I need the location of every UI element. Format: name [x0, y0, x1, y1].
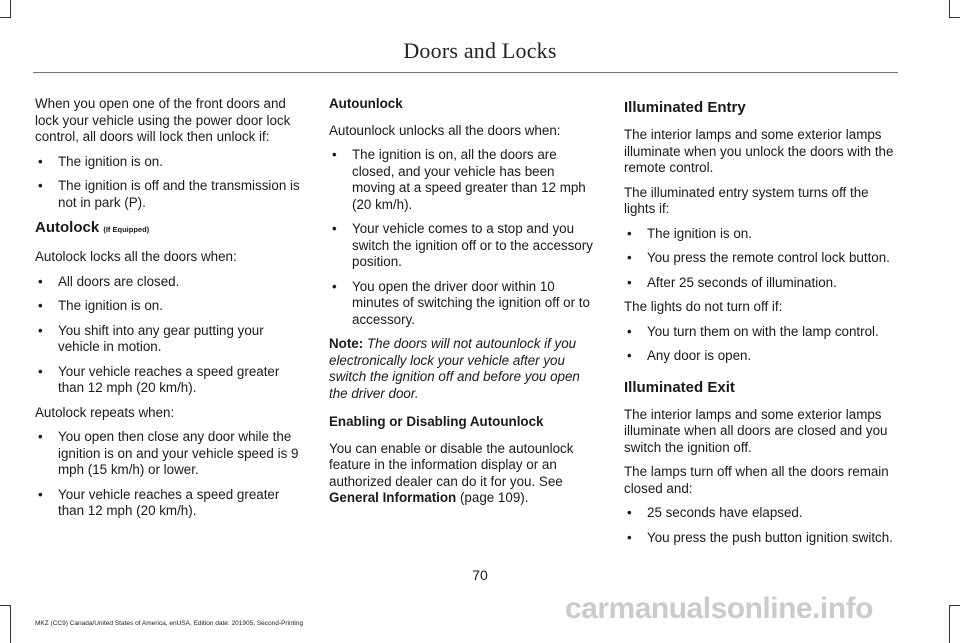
- exit-paragraph: The interior lamps and some exterior lamps illuminate when all doors are closed and you switch the ignition off.: [624, 406, 888, 455]
- list-item: • You turn them on with the lamp control.: [624, 324, 896, 341]
- crop-mark: [949, 17, 960, 18]
- autolock-heading-text: Autolock: [35, 219, 100, 236]
- intro-list: [35, 154, 307, 212]
- crop-mark: [949, 0, 950, 18]
- enabling-paragraph: [329, 441, 601, 507]
- if-equipped-label: (If Equipped): [103, 225, 150, 234]
- enabling-heading: Enabling or Disabling Autounlock: [329, 414, 544, 429]
- autounlock-intro: Autounlock unlocks all the doors when:: [329, 122, 561, 138]
- list-item: • You open the driver door within 10 minutes of switching the ignition off or to accessory.: [329, 279, 601, 329]
- autolock-list: [35, 274, 307, 397]
- autounlock-list: [329, 147, 601, 328]
- illuminated-exit-heading: Illuminated Exit: [624, 378, 735, 396]
- list-item: • The ignition is on.: [35, 154, 307, 171]
- watermark-logo: carmanualsonline.info: [565, 592, 873, 625]
- general-information-link[interactable]: General Information: [329, 490, 457, 505]
- list-item: • Your vehicle reaches a speed greater than 12 mph (20 km/h).: [35, 487, 307, 520]
- list-item: • You shift into any gear putting your vehicle in motion.: [35, 323, 307, 356]
- list-item: • Any door is open.: [624, 348, 896, 365]
- list-item: • Your vehicle reaches a speed greater than 12 mph (20 km/h).: [35, 364, 307, 397]
- enabling-text: You can enable or disable the autounlock feature in the information display or an authorized dealer can do it for you. See: [329, 440, 574, 489]
- not-off-intro: The lights do not turn off if:: [624, 299, 783, 314]
- exit-off-list: [624, 505, 896, 546]
- list-item: • 25 seconds have elapsed.: [624, 505, 896, 522]
- repeats-intro: Autolock repeats when:: [35, 404, 175, 420]
- column-left: [35, 96, 307, 528]
- edition-footer: MKZ (CC9) Canada/United States of America, enUSA, Edition date: 201905, Second-Printing: [35, 620, 304, 627]
- list-item: • Your vehicle comes to a stop and you switch the ignition off or to the accessory position.: [329, 221, 601, 271]
- autolock-heading: [35, 219, 307, 239]
- autolock-intro: Autolock locks all the doors when:: [35, 249, 237, 264]
- note-paragraph: [329, 336, 601, 402]
- entry-off-list: [624, 226, 896, 292]
- intro-paragraph: When you open one of the front doors and lock your vehicle using the power door lock control, all doors will lock then unlock if:: [35, 96, 291, 144]
- page-number: 70: [472, 567, 488, 583]
- illuminated-entry-heading: Illuminated Entry: [624, 99, 746, 116]
- note-text: The doors will not autounlock if you electronically lock your vehicle after you switch the ignition off and before you open the driver door.: [329, 336, 580, 401]
- autounlock-heading: Autounlock: [329, 96, 403, 111]
- list-item: • You press the push button ignition switch.: [624, 530, 896, 547]
- column-right: [624, 96, 896, 554]
- title-divider: [33, 72, 898, 73]
- list-item: • All doors are closed.: [35, 274, 307, 291]
- entry-paragraph: The interior lamps and some exterior lamps illuminate when you unlock the doors with the remote control.: [624, 127, 894, 175]
- column-middle: [329, 96, 601, 515]
- entry-off-intro: The illuminated entry system turns off the lights if:: [624, 184, 869, 216]
- list-item: • The ignition is off and the transmission is not in park (P).: [35, 178, 307, 211]
- list-item: • You open then close any door while the ignition is on and your vehicle speed is 9 mph (15 km/h) or lower.: [35, 429, 307, 479]
- not-off-list: [624, 324, 896, 365]
- note-label: Note:: [329, 336, 364, 351]
- list-item: • The ignition is on.: [35, 298, 307, 315]
- crop-mark: [0, 17, 11, 18]
- exit-off-intro: The lamps turn off when all the doors remain closed and:: [624, 464, 889, 496]
- crop-mark: [949, 605, 960, 606]
- list-item: • You press the remote control lock button.: [624, 250, 896, 267]
- crop-mark: [0, 605, 11, 606]
- page-title: Doors and Locks: [403, 38, 557, 63]
- list-item: • The ignition is on.: [624, 226, 896, 243]
- crop-mark: [10, 605, 11, 643]
- list-item: • The ignition is on, all the doors are closed, and your vehicle has been moving at a speed greater than 12 mph (20 km/h).: [329, 147, 601, 213]
- crop-mark: [949, 605, 950, 643]
- crop-mark: [10, 0, 11, 18]
- repeats-list: [35, 429, 307, 520]
- list-item: • After 25 seconds of illumination.: [624, 275, 896, 292]
- xref-page: (page 109).: [459, 490, 529, 505]
